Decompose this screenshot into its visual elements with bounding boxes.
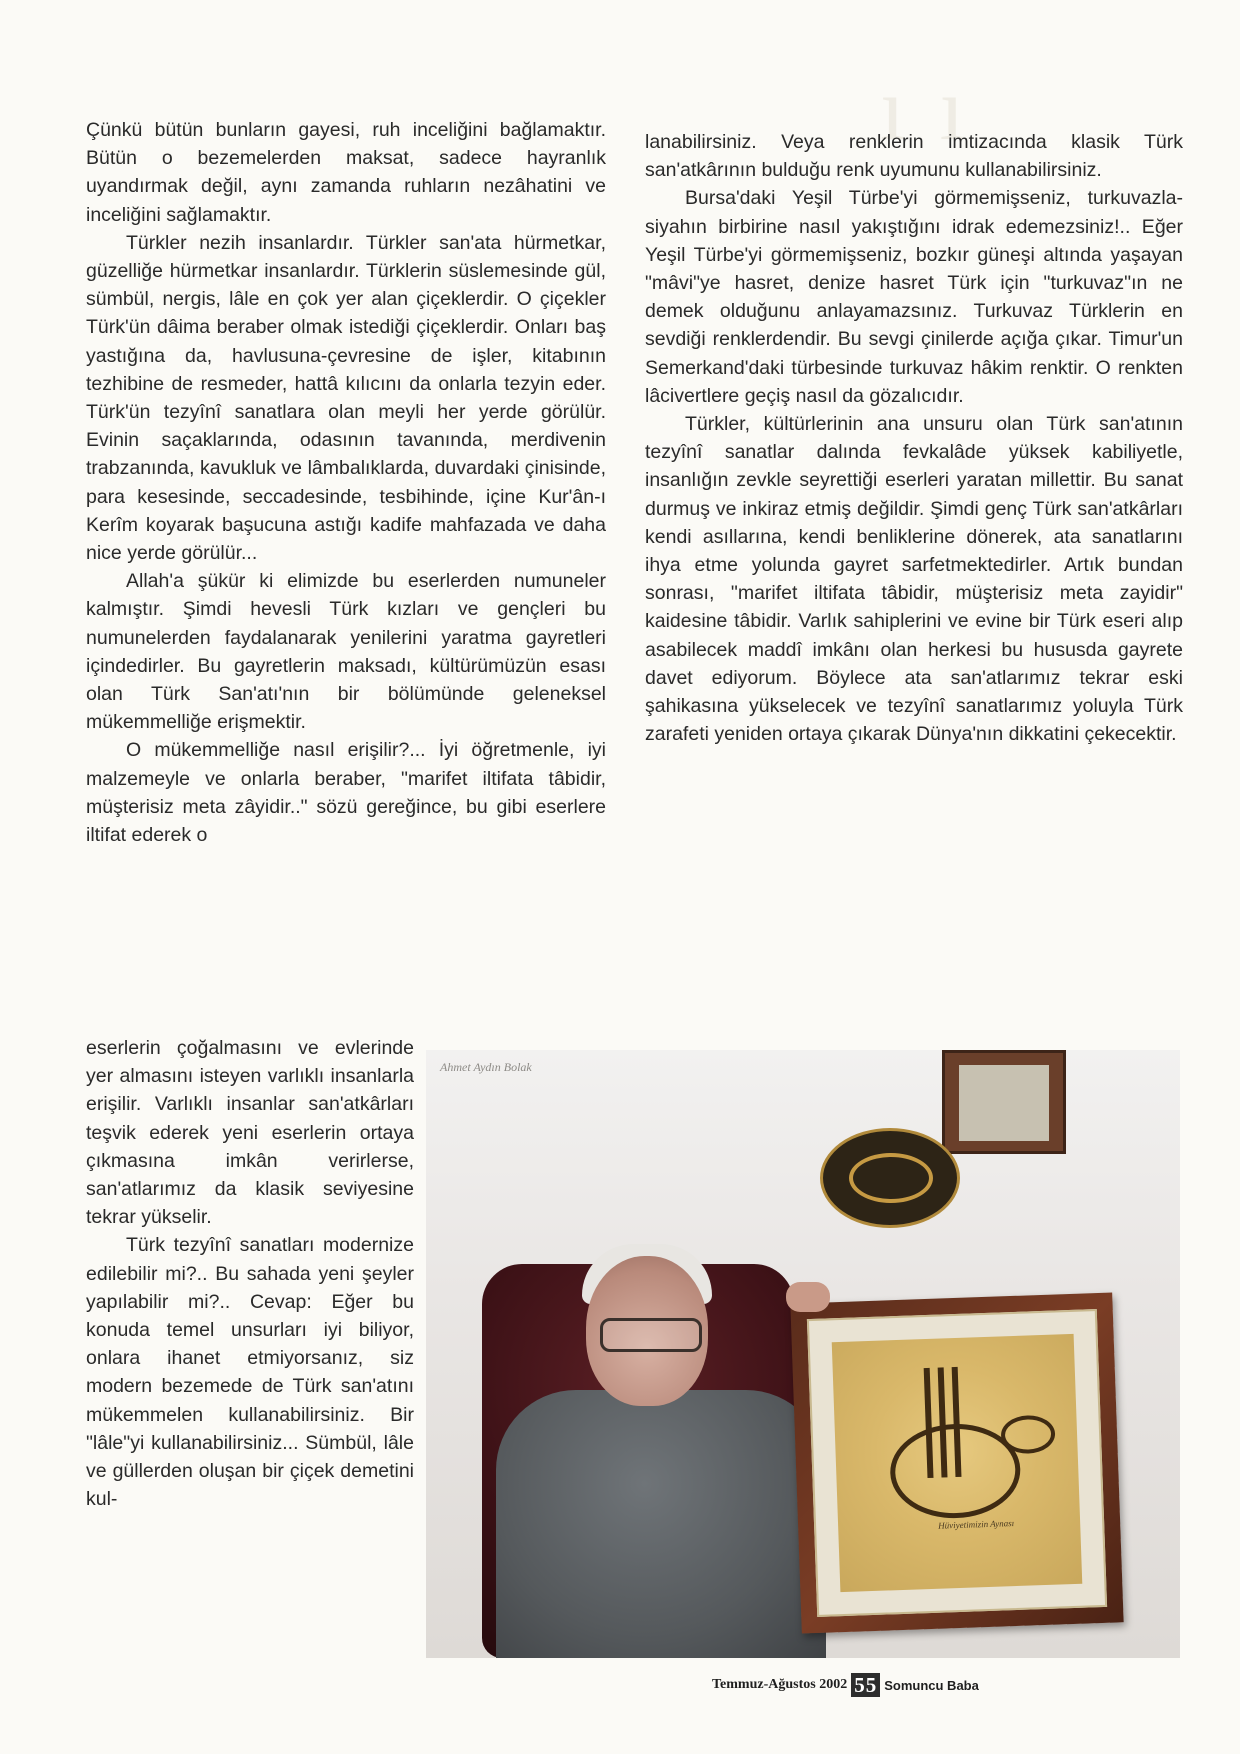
paragraph: Bursa'daki Yeşil Türbe'yi görmemişseniz, turkuvazla-siyahın birbirine nasıl yakıştığını idrak edemezsiniz!.. Eğer Yeşil Türbe'yi görmemişseniz, bozkır güneşi altında yaşayan "mâvi"ye hasret, denize hasret Türk için "turkuvaz"ın ne demek olduğunu anlayamazsınız. Turkuvaz Türklerin en sevdiği renklerdendir. Bu sevgi çinilerde açığa çıkar. Timur'un Semerkand'daki türbesinde turkuvaz hâkim renktir. O renkten lâcivertlere geçiş nasıl da gözalıcıdır. <box>645 187 1183 407</box>
right-column <box>645 128 1183 748</box>
left-column-bottom <box>86 1034 414 1513</box>
paragraph: O mükemmelliğe nasıl erişilir?... İyi öğretmenle, iyi malzemeyle ve onlarla beraber, "marifet iltifata tâbidir, müşterisiz meta zâyidir.." sözü gereğince, bu gibi eserlere iltifat ederek o <box>86 739 606 847</box>
background-watermark: ı ı <box>880 60 971 159</box>
paragraph: eserlerin çoğalmasını ve evlerinde yer almasını isteyen varlıklı insanlarla erişilir. Varlıklı insanlar san'atkârları teşvik ederek yeni eserlerin ortaya çıkmasına imkân verirlerse, san'atlarımız da klasik seviyesine tekrar yükselir. <box>86 1037 414 1229</box>
calligraphy-mat <box>807 1309 1107 1617</box>
paragraph: lanabilirsiniz. Veya renklerin imtizacında klasik Türk san'atkârının bulduğu renk uyumunu kullanabilirsiniz. <box>645 131 1183 182</box>
man-hand <box>786 1282 830 1312</box>
eyeglasses <box>600 1318 702 1352</box>
paragraph: Türkler nezih insanlardır. Türkler san'ata hürmetkar, güzelliğe hürmetkar insanlardır. Türklerin süslemesinde gül, sümbül, nergis, lâle en çok yer alan çiçeklerdir. O çiçekler Türk'ün dâima beraber olmak istediği çiçeklerdir. Onları baş yastığına da, havlusuna-çevresine de işler, kitabının tezhibine de resmeder, hattâ kılıcını da onlarla tezyin eder. Türk'ün tezyînî sanatlara olan meyli her yerde görülür. Evinin saçaklarında, odasının tavanında, merdivenin trabzanında, kavukluk ve lâmbalıklarda, duvardaki çinisinde, para kesesinde, seccadesinde, tesbihinde, içine Kur'ân-ı Kerîm koyarak başucuna astığı kadife mahfazada ve daha nice yerde görülür... <box>86 231 606 565</box>
left-column-top <box>86 116 606 849</box>
calligraphy-artwork <box>832 1334 1083 1592</box>
publication-name: Somuncu Baba <box>884 1677 979 1693</box>
paragraph: Türk tezyînî sanatları modernize edilebilir mi?.. Bu sahada yeni şeyler yapılabilir mi?.. Cevap: Eğer bu konuda temel unsurları iyi biliyor, onlara ihanet etmiyorsanız, siz modern bezemede de Türk san'atını mükemmelen kullanabilirsiniz. Bir "lâle"yi kullanabilirsiniz... Sümbül, lâle ve güllerden oluşan bir çiçek demetini kul- <box>86 1234 414 1511</box>
calligraphy-caption: Hüviyetimizin Aynası <box>937 1518 1015 1531</box>
small-calligraphy-mark <box>1000 1415 1055 1455</box>
page-footer <box>712 1672 979 1698</box>
page-number: 55 <box>851 1673 880 1697</box>
portrait-photo <box>426 1050 1180 1658</box>
photo-credit: Ahmet Aydın Bolak <box>440 1060 532 1074</box>
paragraph: Türkler, kültürlerinin ana unsuru olan Türk san'atının tezyînî sanatlar dalında fevkalâde yüksek kabiliyetle, insanlığın zevkle seyrettiği eserleri yaratan millettir. Bu sanat durmuş ve inkiraz etmiş değildir. Şimdi genç Türk san'atkârları kendi asıllarına, kendi benliklerine dönerek, ata sanatlarını ihya etme yolunda gayret sarfetmektedirler. Artık bundan sonrası, "marifet iltifata tâbidir, müşterisiz meta zayidir" kaidesine tâbidir. Varlık sahiplerini ve evine bir Türk eseri alıp asabilecek maddî imkânı olan herkesi bu hususda gayrete davet ediyorum. Böylece ata san'atlarımız tekrar eski şahikasına yükselecek ve tezyînî sanatlarımız yoluyla Türk zarafeti yeniden ortaya çıkarak Dünya'nın dikkatini çekecektir. <box>645 413 1183 746</box>
issue-date: Temmuz-Ağustos 2002 <box>712 1677 848 1692</box>
framed-calligraphy <box>790 1292 1123 1633</box>
man-sweater <box>496 1390 826 1658</box>
wall-tughra-medallion <box>820 1128 960 1228</box>
wall-picture-frame <box>942 1050 1066 1154</box>
paragraph: Allah'a şükür ki elimizde bu eserlerden numuneler kalmıştır. Şimdi hevesli Türk kızları ve gençleri bu numunelerden faydalanarak yenilerini yaratma gayretleri içindedirler. Bu gayretlerin maksadı, kültürümüzün esası olan Türk San'atı'nın bir bölümünde geleneksel mükemmelliğe erişmektir. <box>86 570 606 734</box>
paragraph: Çünkü bütün bunların gayesi, ruh inceliğini bağlamaktır. Bütün o bezemelerden maksat, sadece hayranlık uyandırmak değil, aynı zamanda ruhların nezâhatini ve inceliğini sağlamaktır. <box>86 119 606 226</box>
